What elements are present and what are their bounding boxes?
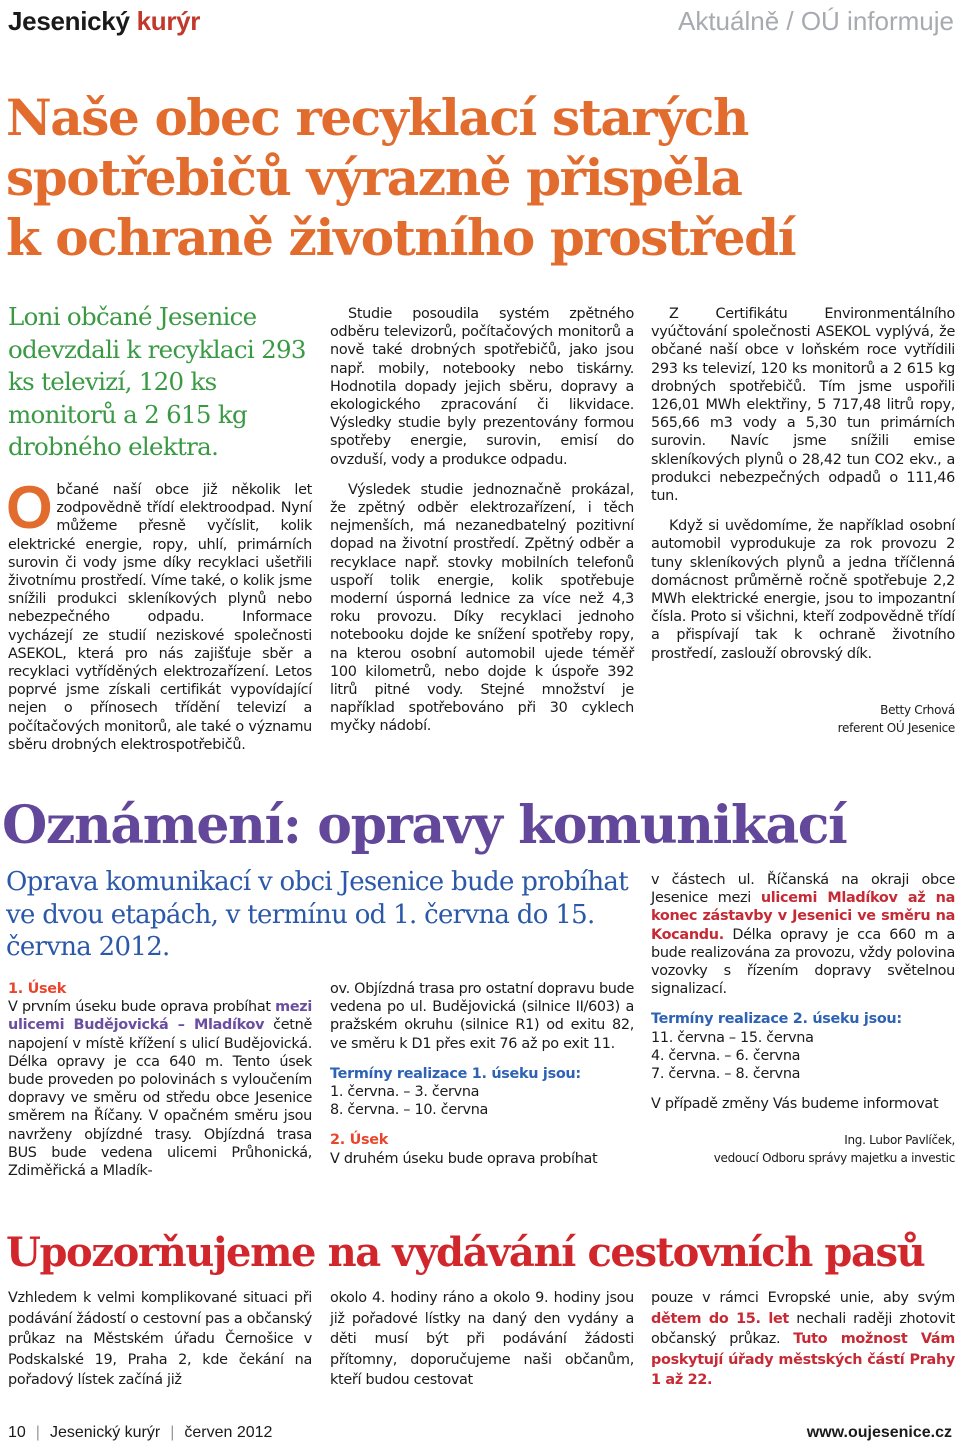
article2-terms1-item2: 8. června. – 10. června (330, 1102, 489, 1119)
footer-date: červen 2012 (184, 1424, 273, 1441)
article3-col3-emphasis2: Tuto možnost Vám poskytují úřady městských částí Prahy 1 až 22. (651, 1331, 956, 1388)
article2-terms2-heading: Termíny realizace 2. úseku jsou: (651, 1011, 902, 1028)
publication-title (8, 6, 200, 37)
article2-col2-para1: ov. Objízdná trasa pro ostatní dopravu bude vedena po ul. Budějovická (silnice II/603) a pražském okruhu (silnice R1) od exitu 82, ve směru k D1 přes exit 76 až po exit 11. (330, 981, 634, 1052)
article3-column1 (8, 1288, 312, 1391)
article2-col3-text1: v částech ul. Říčanská na okraji obce Jesenice mezi (651, 872, 955, 907)
article2-terms2-item3: 7. června. – 8. června (651, 1066, 801, 1083)
article1-col3-para1: Z Certifikátu Environmentálního vyúčtování společnosti ASEKOL vyplývá, že občané naší obce v loňském roce vytřídili 293 ks televizí, 120 ks monitorů a 2 615 kg drobných spotřebičů. Tím jsme uspořili 126,01 MWh elektřiny, 5 717,48 litrů ropy, 565,66 m3 vody a 5,30 tun primárních surovin. Navíc jsme snížili emise skleníkových plynů o 28,42 tun CO2 ekv., a produkci nebezpečných odpadů o 111,46 tun. (651, 306, 955, 505)
footer-publication: Jesenický kurýr (49, 1424, 161, 1441)
section-label: Aktuálně / OÚ informuje (677, 6, 954, 36)
article2-column3 (651, 871, 955, 1167)
article1-column2 (330, 305, 634, 736)
article3-col3-text1: pouze v rámci Evropské unie, aby svým (651, 1290, 955, 1306)
article1-col3-para2: Když si uvědomíme, že například osobní automobil vyprodukuje za rok provozu 2 tuny skleníkových plynů a jedna tříčlenná domácnost průměrně ročně spotřebuje 2,2 MWh elektrické energie, jsou to impozantní čísla. Proto si všichni, kteří zodpovědně třídí a přispívají tak k ochraně životního prostředí, zaslouží obrovský dík. (651, 518, 955, 662)
article3-col1-text: Vzhledem k velmi komplikované situaci při podávání žádostí o cestovní pas a občanský průkaz na Městském úřadu Černošice v Podskalské 19, Praha 2, kde čekání na pořadový lístek začíná již (8, 1290, 312, 1388)
article1-headline-line2: spotřebičů výrazně přispěla (6, 148, 742, 207)
page-footer (8, 1424, 952, 1442)
article3-col2-text: okolo 4. hodiny ráno a okolo 9. hodiny jsou již pořadové lístky na daný den vydány a děti musí být při podávání žádosti přítomny, doporučujeme naši občanům, kteří budou cestovat (330, 1290, 634, 1388)
article1-col1-text: bčané naší obce již několik let zodpovědně třídí elektroodpad. Nyní můžeme přesně vyčíslit, kolik elektrické energie, ropy, uhlí, primárních surovin či vody jsme díky recyklaci ušetřili životnímu prostředí. Víme také, o kolik jsme snížili produkci skleníkových plynů nebo nebezpečného odpadu. Informace vycházejí ze studií neziskové společnosti ASEKOL, která pro nás zajišťuje sběr a recyklaci vytříděných elektrozařízení. Letos poprvé jsme získali certifikát vypovídající nejen o přínosech třídění televizí a počítačových monitorů, ale také o významu sběru drobných elektrospotřebičů. (8, 482, 312, 753)
article2-terms2-item1: 11. června – 15. června (651, 1029, 814, 1046)
article2-col1-text2: četně napojení v místě křížení s ulicí Budějovická. Délka opravy je cca 640 m. Tento úsek bude proveden po polovinách s vyloučením dopravy ve směru od středu obce Jesenice směrem na Říčany. V opačném směru jsou navrženy objízdné trasy. Objízdná trasa BUS bude vedena ulicemi Průhonická, Zdiměřická a Mladík- (8, 1017, 312, 1180)
article2-signature-name: Ing. Lubor Pavlíček, (844, 1133, 955, 1148)
article2-lead: Oprava komunikací v obci Jesenice bude probíhat ve dvou etapách, v termínu od 1. června do 15. června 2012. (6, 867, 628, 962)
article2-section1-heading: 1. Úsek (8, 981, 66, 997)
article1-col2-para1: Studie posoudila systém zpětného odběru televizorů, počítačových monitorů a nově také drobných spotřebičů, jako jsou např. mobily, notebooky nebo tiskárny. Hodnotila dopady jejich sběru, dopravy a ekologického zpracování či likvidace. Výsledky studie byly prezentovány formou spotřeby energie, surovin, emisí do ovzduší, vody a produkce odpadu. (330, 306, 634, 468)
article2-signature-role: vedoucí Odboru správy majetku a investic (713, 1151, 955, 1166)
article1-column1 (6, 474, 312, 754)
article2-terms1-heading: Termíny realizace 1. úseku jsou: (330, 1065, 581, 1082)
article3-column3 (651, 1288, 955, 1391)
article1-lead: Loni občané Jesenice odevzdali k recyklaci 293 ks televizí, 120 ks monitorů a 2 615 kg drobného elektra. (8, 302, 306, 461)
article3-col3-emphasis1: dětem do 15. let (651, 1310, 790, 1327)
article2-terms2-item2: 4. června. – 6. června (651, 1047, 801, 1064)
article1-signature-role: referent OÚ Jesenice (837, 720, 955, 735)
article2-headline: Oznámení: opravy komunikací (2, 795, 847, 856)
article3-column2 (330, 1288, 634, 1391)
article1-headline-line3: k ochraně životního prostředí (6, 208, 796, 267)
article1-col2-para2: Výsledek studie jednoznačně prokázal, že zpětný odběr elektrozařízení, i těch nejmenších, má nezanedbatelný pozitivní dopad na životní prostředí. Zpětný odběr a recyklace např. stovky mobilních telefonů uspoří tolik energie, kolik spotřebuje moderní úsporná lednice za více než 4,3 roku provozu. Díky recyklaci jednoho notebooku dojde ke snížení spotřeby ropy, na kterou osobní automobil ujede téměř 100 kilometrů, nebo dojde k úspoře 392 litrů pitné vody. Stejné množství je například spotřebováno při 30 cyklech myčky nádobí. (330, 481, 634, 735)
footer-separator: | (170, 1424, 175, 1441)
article2-col2-para2: V druhém úseku bude oprava probíhat (330, 1150, 598, 1167)
article2-col1-highlight: mezi ulicemi Budějovická – Mladíkov (8, 999, 312, 1034)
publication-title-part2: kurýr (136, 6, 201, 36)
article3-headline: Upozorňujeme na vydávání cestovních pasů (6, 1229, 925, 1276)
publication-title-part1: Jesenický (8, 6, 130, 36)
article2-col3-para3: V případě změny Vás budeme informovat (651, 1096, 939, 1113)
article2-col1-text1: V prvním úseku bude oprava probíhat (8, 999, 276, 1016)
footer-url: www.oujesenice.cz (806, 1424, 952, 1441)
article3-col3-text2: nechali raději zhotovit občanský průkaz. (651, 1310, 955, 1347)
article2-column2 (330, 980, 634, 1168)
article1-headline-line1: Naše obec recyklací starých (6, 88, 749, 147)
article2-col3-highlight: ulicemi Mladíkov až na konec zástavby v Jesenici ve směru na Kocandu. (651, 890, 955, 943)
article1-headline (6, 88, 795, 268)
article1-column3 (651, 305, 955, 737)
article2-terms1-item1: 1. června. – 3. června (330, 1084, 480, 1101)
article2-column1 (8, 980, 312, 1180)
article2-col3-text2: Délka opravy je cca 660 m a bude realizována za provozu, vždy polovina vozovky s řízením dopravy světelnou signalizací. (651, 926, 955, 998)
article1-signature-name: Betty Crhová (880, 702, 955, 717)
dropcap: O (6, 474, 53, 541)
article2-section2-heading: 2. Úsek (330, 1132, 388, 1149)
footer-left (8, 1424, 272, 1442)
page-number: 10 (8, 1424, 26, 1441)
footer-separator: | (35, 1424, 40, 1441)
